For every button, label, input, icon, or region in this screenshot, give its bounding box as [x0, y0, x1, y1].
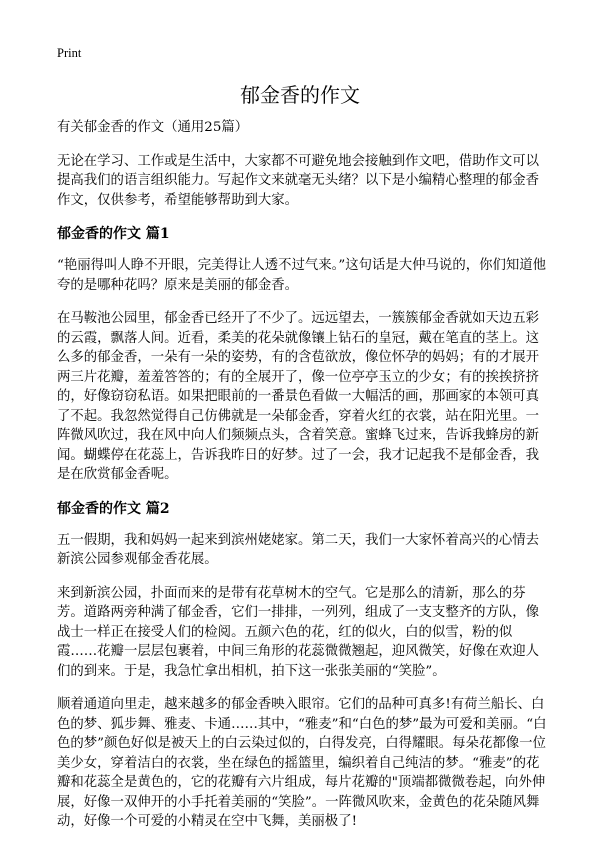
- print-link[interactable]: Print: [57, 46, 82, 60]
- section-heading-1: 郁金香的作文 篇1: [57, 226, 170, 242]
- section-1-paragraph-1: “艳丽得叫人睁不开眼，完美得让人透不过气来。”这句话是大仲马说的，你们知道他夸的是哪种花吗？原来是美丽的郁金香。: [57, 258, 547, 293]
- section-heading-2: 郁金香的作文 篇2: [57, 500, 170, 517]
- article-body: [57, 118, 547, 846]
- section-2-paragraph-2: 来到新滨公园，扑面而来的是带有花草树木的空气。它是那么的清新，那么的芬芳。道路两旁种满了郁金香，它们一排排，一列列，组成了一支支整齐的方队，像战士一样正在接受人们的检阅。五颜六色的花，红的似火，白的似雪，粉的似霞……花瓣一层层包裹着，中间三角形的花蕊微微翘起，迎风微笑，好像在欢迎人们的到来。于是，我急忙拿出相机，拍下这一张张美丽的“笑脸”。: [57, 585, 540, 679]
- section-2-paragraph-1: 五一假期，我和妈妈一起来到滨州姥姥家。第二天，我们一大家怀着高兴的心情去新滨公园参观郁金香花展。: [57, 532, 540, 567]
- intro-paragraph: 无论在学习、工作或是生活中，大家都不可避免地会接触到作文吧，借助作文可以提高我们的语言组织能力。写起作文来就毫无头绪？以下是小编精心整理的郁金香作文，仅供参考，希望能够帮助到大家。: [57, 153, 540, 208]
- article-subtitle: 有关郁金香的作文（通用25篇）: [57, 120, 249, 135]
- page-title: 郁金香的作文: [240, 83, 360, 107]
- section-1-paragraph-2: 在马鞍池公园里，郁金香已经开了不少了。远远望去，一簇簇郁金香就如天边五彩的云霞，飘落人间。近看，柔美的花朵就像镶上钻石的皇冠，戴在笔直的茎上。这么多的郁金香，一朵有一朵的姿势，有的含苞欲放，像位怀孕的妈妈；有的才展开两三片花瓣，羞羞答答的；有的全展开了，像一位亭亭玉立的少女；有的挨挨挤挤的，好像窃窃私语。如果把眼前的一番景色看做一大幅活的画，那画家的本领可真了不起。我忽然觉得自己仿佛就是一朵郁金香，穿着火红的衣裳，站在阳光里。一阵微风吹过，我在风中向人们频频点头，含着笑意。蜜蜂飞过来，告诉我蜂房的新闻。蝴蝶停在花蕊上，告诉我昨日的好梦。过了一会，我才记起我不是郁金香，我是在欣赏郁金香呢。: [57, 311, 540, 482]
- section-2-paragraph-3: 顺着通道向里走，越来越多的郁金香映入眼帘。它们的品种可真多!有荷兰船长、白色的梦、狐步舞、雅麦、卡通……其中，“雅麦”和“白色的梦”最为可爱和美丽。“白色的梦”颜色好似是被天上的白云染过似的，白得发亮，白得耀眼。每朵花都像一位美少女，穿着洁白的衣裳，坐在绿色的摇篮里，编织着自己纯洁的梦。“雅麦”的花瓣和花蕊全是黄色的，它的花瓣有六片组成，每片花瓣的"顶端都微微卷起，向外伸展，好像一双伸开的小手托着美丽的“笑脸”。一阵微风吹来，金黄色的花朵随风舞动，好像一个可爱的小精灵在空中飞舞，美丽极了!: [57, 697, 547, 829]
